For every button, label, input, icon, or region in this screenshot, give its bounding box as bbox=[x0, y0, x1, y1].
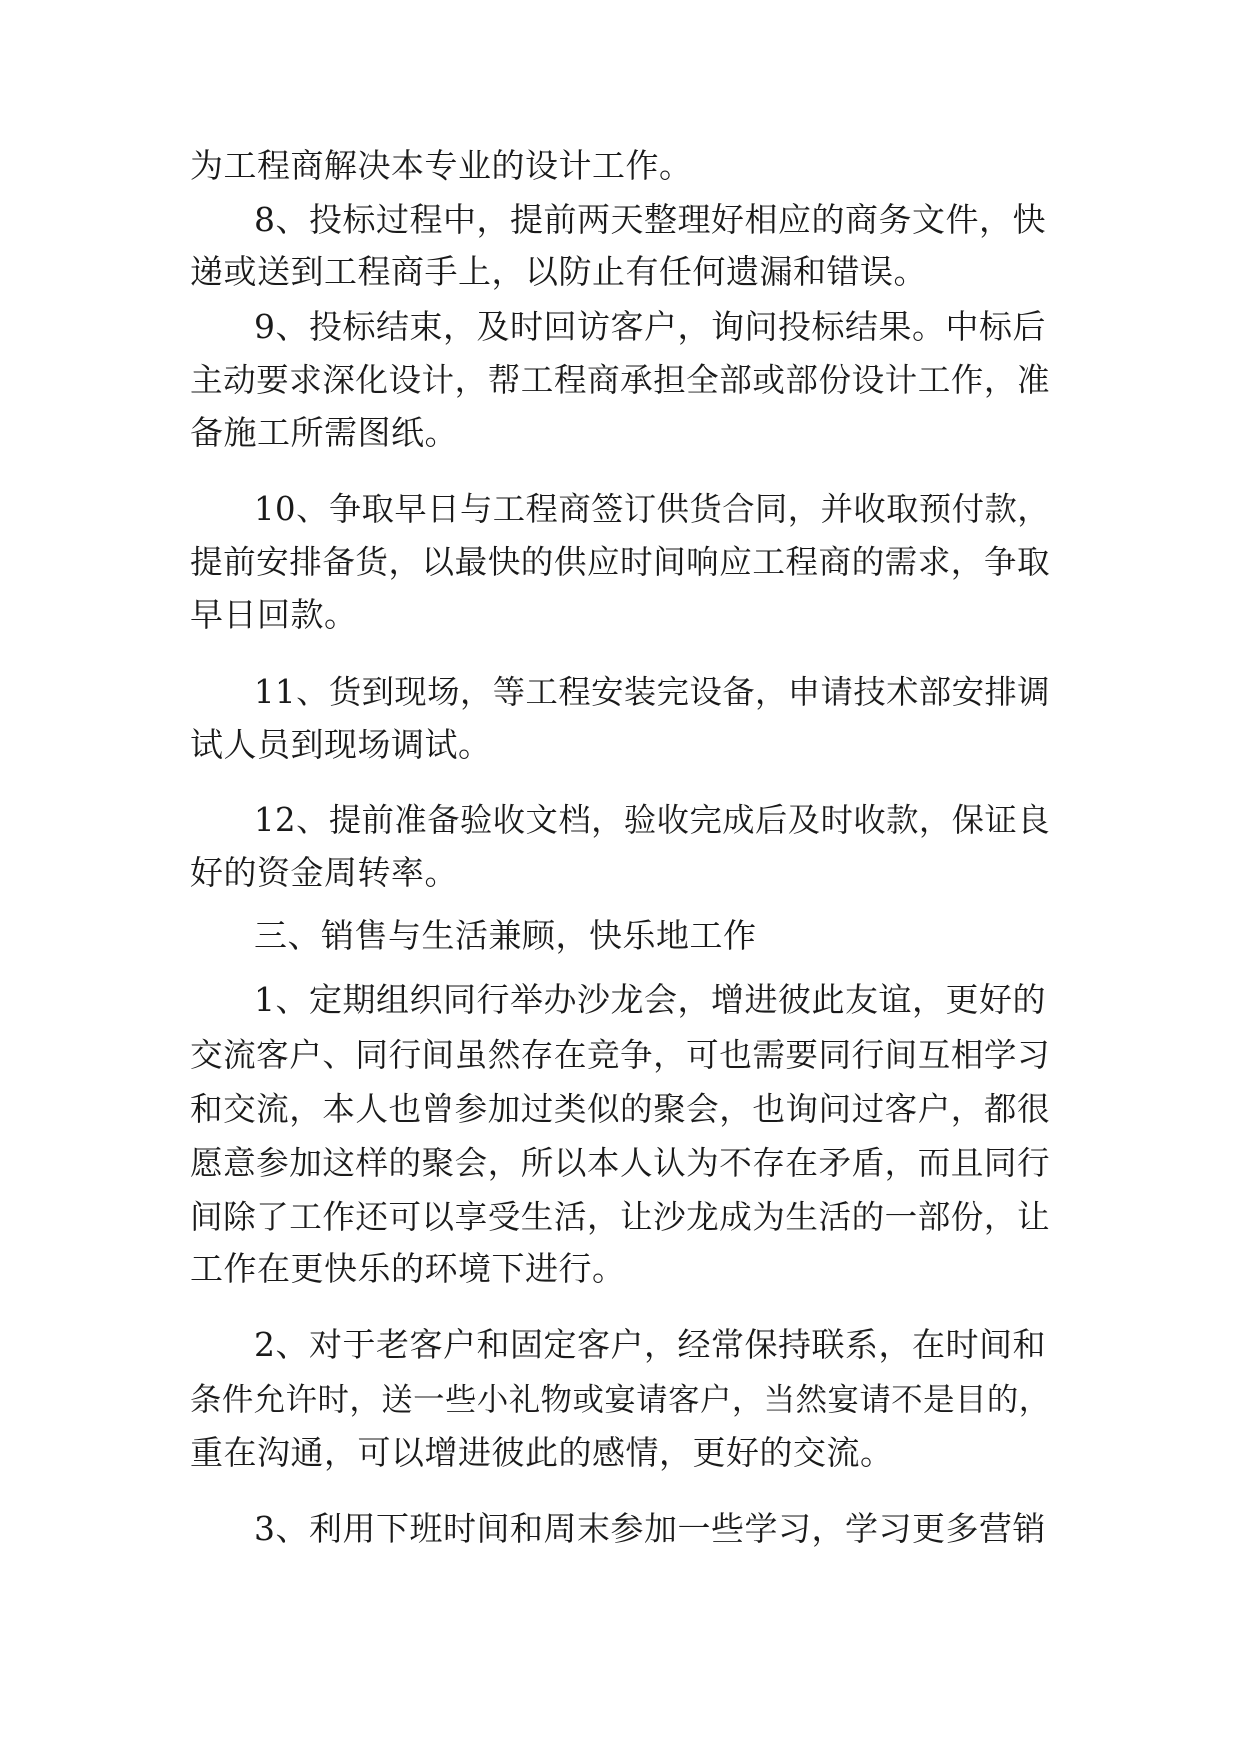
text-line: 1、定期组织同行举办沙龙会，增进彼此友谊，更好的 bbox=[254, 980, 1046, 1019]
text-line: 11、货到现场，等工程安装完设备，申请技术部安排调 bbox=[254, 673, 1051, 711]
text-line: 递或送到工程商手上，以防止有任何遗漏和错误。 bbox=[190, 252, 927, 291]
text-line: 3、利用下班时间和周末参加一些学习，学习更多营销 bbox=[254, 1509, 1046, 1548]
text-line: 提前安排备货，以最快的供应时间响应工程商的需求，争取 bbox=[190, 543, 1051, 581]
section-heading: 三、销售与生活兼顾，快乐地工作 bbox=[254, 916, 757, 955]
text-line: 10、争取早日与工程商签订供货合同，并收取预付款， bbox=[254, 490, 1051, 528]
text-line: 愿意参加这样的聚会，所以本人认为不存在矛盾，而且同行 bbox=[190, 1144, 1051, 1182]
text-line: 工作在更快乐的环境下进行。 bbox=[190, 1249, 626, 1288]
text-line: 重在沟通，可以增进彼此的感情，更好的交流。 bbox=[190, 1433, 894, 1472]
text-line: 好的资金周转率。 bbox=[190, 853, 458, 892]
text-line: 间除了工作还可以享受生活，让沙龙成为生活的一部份，让 bbox=[190, 1198, 1051, 1236]
text-line: 试人员到现场调试。 bbox=[190, 725, 492, 764]
text-line: 为工程商解决本专业的设计工作。 bbox=[190, 146, 693, 185]
text-line: 备施工所需图纸。 bbox=[190, 413, 458, 452]
text-line: 2、对于老客户和固定客户，经常保持联系，在时间和 bbox=[254, 1325, 1046, 1364]
text-line: 8、投标过程中，提前两天整理好相应的商务文件，快 bbox=[254, 200, 1046, 239]
text-line: 9、投标结束，及时回访客户，询问投标结果。中标后 bbox=[254, 307, 1046, 346]
text-line: 早日回款。 bbox=[190, 595, 358, 634]
text-line: 12、提前准备验收文档，验收完成后及时收款，保证良 bbox=[254, 801, 1051, 839]
text-line: 条件允许时，送一些小礼物或宴请客户，当然宴请不是目的， bbox=[190, 1382, 1051, 1418]
text-line: 主动要求深化设计，帮工程商承担全部或部份设计工作，准 bbox=[190, 361, 1051, 399]
text-line: 和交流，本人也曾参加过类似的聚会，也询问过客户，都很 bbox=[190, 1090, 1051, 1128]
text-line: 交流客户、同行间虽然存在竞争，可也需要同行间互相学习 bbox=[190, 1036, 1051, 1074]
